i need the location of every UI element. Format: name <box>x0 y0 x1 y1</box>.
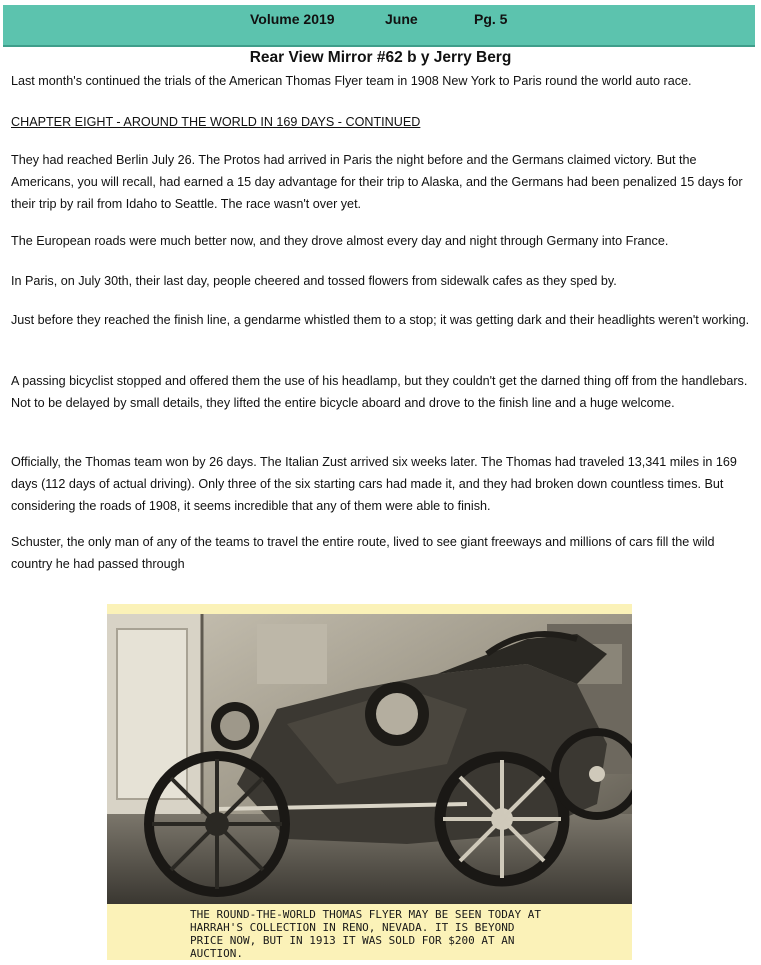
chapter-heading: CHAPTER EIGHT - AROUND THE WORLD IN 169 DAYS - CONTINUED <box>11 115 421 129</box>
paragraph-gendarme: Just before they reached the finish line, a gendarme whistled them to a stop; it was getting dark and their headlights weren't working. <box>11 313 750 327</box>
paragraph-berlin: They had reached Berlin July 26. The Protos had arrived in Paris the night before and the Germans claimed victory. But the Americans, you will recall, had earned a 15 day advantage for their trip to Alaska, and the Germans had been penalized 15 days for their trip by rail from Idaho to Seattle. The race wasn't over yet. <box>11 153 743 211</box>
photo-caption: THE ROUND-THE-WORLD THOMAS FLYER MAY BE SEEN TODAY AT HARRAH'S COLLECTION IN RENO, NEVADA. IT IS BEYOND PRICE NOW, BUT IN 1913 IT WAS SOLD FOR $200 AT AN AUCTION. <box>190 908 541 960</box>
month-label: June <box>385 11 418 27</box>
paragraph-bicyclist: A passing bicyclist stopped and offered them the use of his headlamp, but they couldn't get the darned thing off from the handlebars. Not to be delayed by small details, they lifted the entire bicycle aboard and drove to the finish line and a huge welcome. <box>11 374 748 410</box>
newsletter-header-bar <box>3 5 755 47</box>
paragraph-official-result: Officially, the Thomas team won by 26 days. The Italian Zust arrived six weeks later. The Thomas had traveled 13,341 miles in 169 days (112 days of actual driving). Only three of the six starting cars had made it, and they had broken down countless times. But considering the roads of 1908, it seems incredible that any of them were able to finish. <box>11 455 737 513</box>
paragraph-paris: In Paris, on July 30th, their last day, people cheered and tossed flowers from sidewalk cafes as they sped by. <box>11 274 617 288</box>
volume-label: Volume 2019 <box>250 11 335 27</box>
thomas-flyer-photo <box>107 614 632 904</box>
paragraph-european-roads: The European roads were much better now, and they drove almost every day and night through Germany into France. <box>11 234 669 248</box>
photo-clipping <box>107 604 632 960</box>
page-number: Pg. 5 <box>474 11 508 27</box>
paragraph-schuster: Schuster, the only man of any of the teams to travel the entire route, lived to see giant freeways and millions of cars fill the wild country he had passed through <box>11 535 715 571</box>
intro-paragraph: Last month's continued the trials of the American Thomas Flyer team in 1908 New York to Paris round the world auto race. <box>11 74 692 88</box>
article-title: Rear View Mirror #62 b y Jerry Berg <box>249 49 512 66</box>
